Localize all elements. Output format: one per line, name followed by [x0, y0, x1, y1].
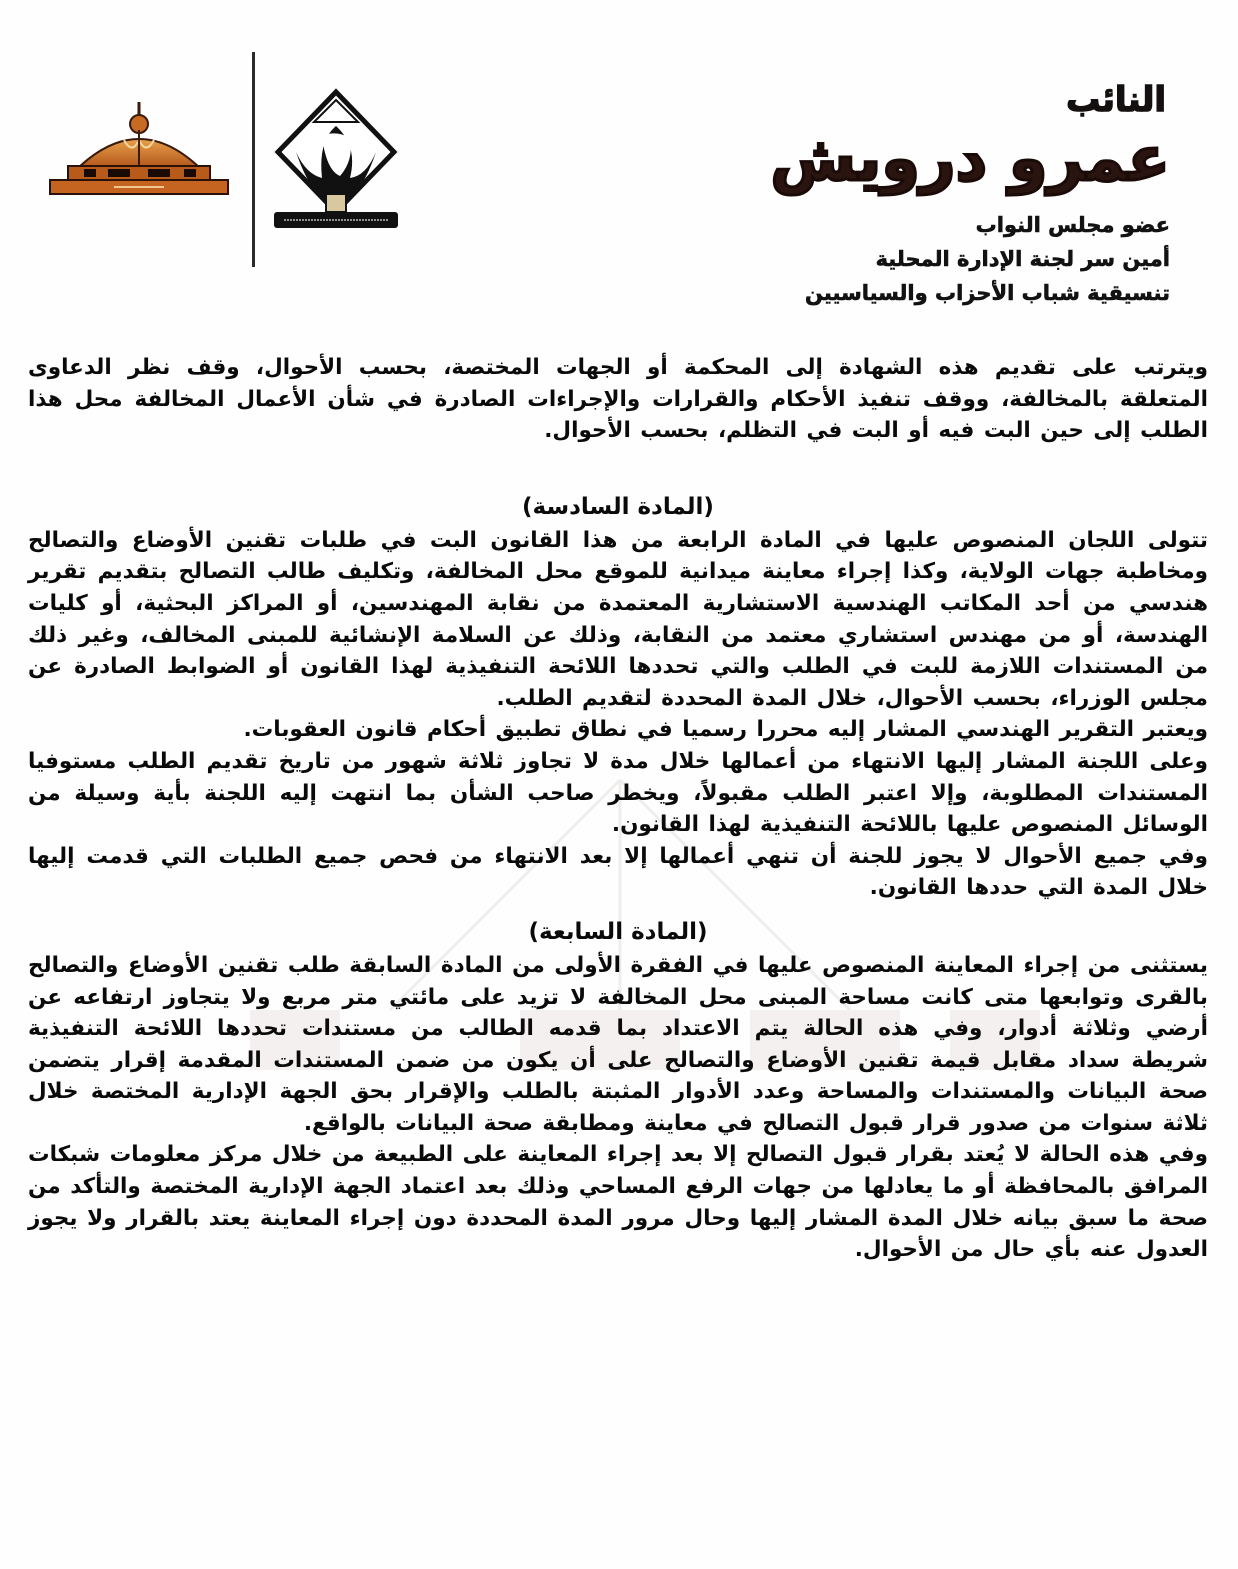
- parliament-dome-logo-icon: [44, 100, 234, 200]
- article-heading: (المادة السابعة): [528, 918, 708, 945]
- intro-paragraph: ويترتب على تقديم هذه الشهادة إلى المحكمة أو الجهات المختصة، بحسب الأحوال، وقف نظر الدعاوى المتعلقة بالمخالفة، ووقف تنفيذ الأحكام والقرارات والإجراءات الصادرة في شأن الأعمال المخالفة محل هذا الطلب إلى حين البت فيه أو البت في التظلم، بحسب الأحوال.: [28, 355, 1208, 444]
- document-body: [28, 352, 1208, 1266]
- article-paragraph: تتولى اللجان المنصوص عليها في المادة الرابعة من هذا القانون البت في طلبات تقنين الأوضاع والتصالح ومخاطبة جهات الولاية، وكذا إجراء معاينة ميدانية للموقع محل المخالفة، وتكليف طالب التصالح بتقديم تقرير هندسي من أحد المكاتب الهندسية الاستشارية المعتمدة من نقابة المهندسين، أو المراكز البحثية، أو كليات الهندسة، أو من مهندس استشاري معتمد من النقابة، وذلك عن السلامة الإنشائية للمبنى المخالف، وغير ذلك من المستندات اللازمة للبت في الطلب والتي تحددها اللائحة التنفيذية لهذا القانون أو الضوابط الصادرة عن مجلس الوزراء، بحسب الأحوال، خلال المدة المحددة لتقديم الطلب.: [28, 527, 1208, 711]
- spacer: [28, 447, 1208, 489]
- letterhead-divider: [252, 52, 255, 267]
- mp-roles: [770, 208, 1170, 310]
- mp-info: [770, 80, 1170, 310]
- article-seven: [28, 914, 1208, 1266]
- mp-role: أمين سر لجنة الإدارة المحلية: [875, 247, 1170, 271]
- mp-title: النائب: [1066, 80, 1166, 120]
- article-paragraph: وفي هذه الحالة لا يُعتد بقرار قبول التصالح إلا بعد إجراء المعاينة على الطبيعة من خلال مركز معلومات شبكات المرافق بالمحافظة أو ما يعادلها من جهات الرفع المساحي وذلك بعد اعتماد الجهة الإدارية المختصة والتأكد من صحة ما سبق بيانه خلال المدة المشار إليها وحال مرور المدة المحددة دون إجراء المعاينة يعتد بالقرار ولا يجوز العدول عنه بأي حال من الأحوال.: [28, 1142, 1208, 1263]
- coordination-logo-icon: [266, 86, 406, 236]
- article-heading: (المادة السادسة): [522, 493, 714, 520]
- mp-role: تنسيقية شباب الأحزاب والسياسيين: [805, 281, 1170, 305]
- mp-name: عمرو درويش: [770, 122, 1170, 195]
- article-paragraph: ويعتبر التقرير الهندسي المشار إليه محررا رسميا في نطاق تطبيق أحكام قانون العقوبات.: [243, 717, 1208, 743]
- article-paragraph: يستثنى من إجراء المعاينة المنصوص عليها في الفقرة الأولى من المادة السابقة طلب تقنين الأوضاع والتصالح بالقرى وتوابعها متى كانت مساحة المبنى محل المخالفة لا تزيد على مائتي متر مربع ولا يتجاوز ارتفاعه عن أرضي وثلاثة أدوار، وفي هذه الحالة يتم الاعتداد بما قدمه الطالب من مستندات تحددها اللائحة التنفيذية شريطة سداد مقابل قيمة تقنين الأوضاع والتصالح على أن يكون من ضمن المستندات المقدمة إقرار يتضمن صحة البيانات والمستندات والمساحة وعدد الأدوار المثبتة بالطلب والإقرار بحق الجهة الإدارية المختصة خلال ثلاثة سنوات من صدور قرار قبول التصالح في معاينة ومطابقة صحة البيانات بالواقع.: [28, 952, 1208, 1136]
- article-paragraph: وعلى اللجنة المشار إليها الانتهاء من أعمالها خلال مدة لا تجاوز ثلاثة شهور من تاريخ تقديم الطلب مستوفيا المستندات المطلوبة، وإلا اعتبر الطلب مقبولاً، ويخطر صاحب الشأن بما انتهت إليه اللجنة بأية وسيلة من الوسائل المنصوص عليها باللائحة التنفيذية لهذا القانون.: [28, 748, 1208, 838]
- letterhead: [30, 60, 1210, 340]
- mp-role: عضو مجلس النواب: [975, 213, 1170, 237]
- article-six: [28, 489, 1208, 904]
- article-paragraph: وفي جميع الأحوال لا يجوز للجنة أن تنهي أعمالها إلا بعد الانتهاء من فحص جميع الطلبات التي قدمت إليها خلال المدة التي حددها القانون.: [28, 843, 1208, 901]
